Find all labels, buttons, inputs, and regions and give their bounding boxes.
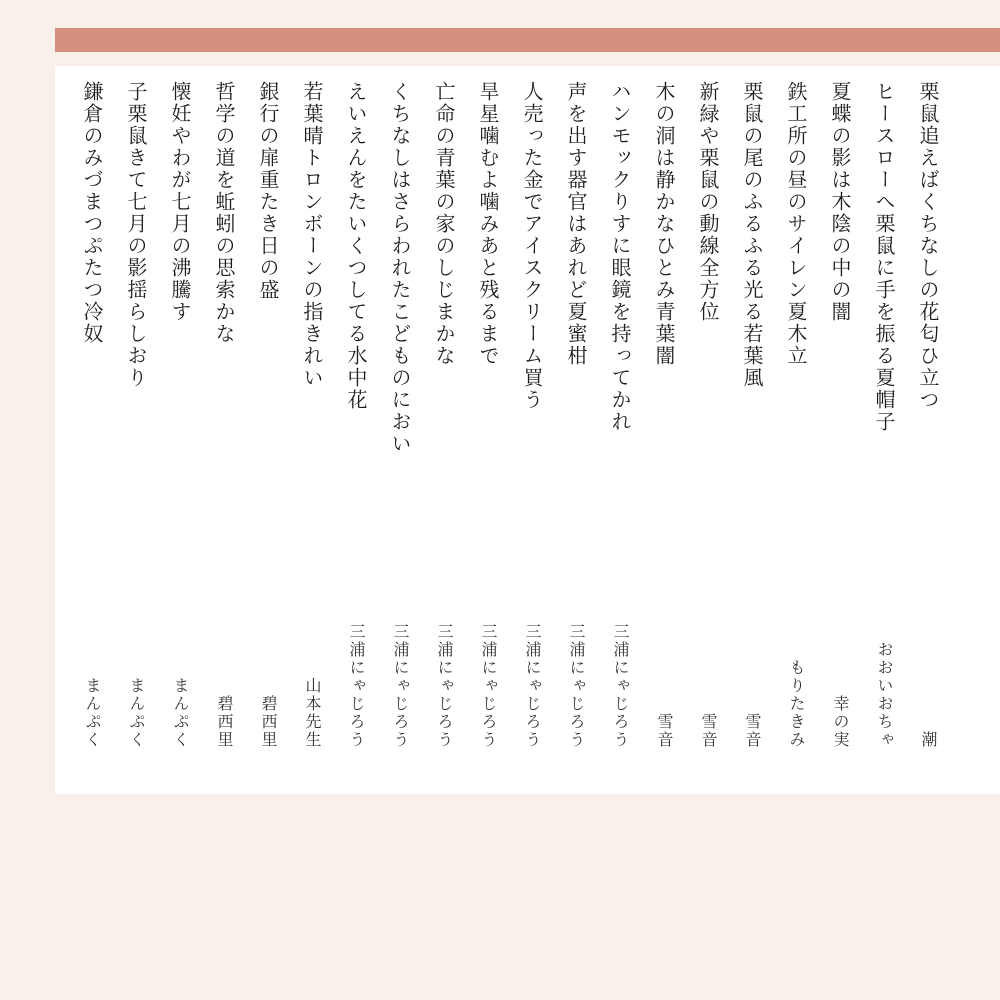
haiku-author: 碧西里 [215, 695, 234, 749]
haiku-columns [70, 66, 950, 794]
haiku-author: 潮 [919, 731, 938, 749]
haiku-verse: 夏蝶の影は木陰の中の闇 [828, 81, 852, 323]
haiku-entry [378, 66, 422, 794]
haiku-entry [466, 66, 510, 794]
haiku-entry [774, 66, 818, 794]
haiku-author: おおいおちゃ [875, 641, 894, 749]
haiku-author: 幸の実 [831, 695, 850, 749]
haiku-entry [906, 66, 950, 794]
haiku-entry [70, 66, 114, 794]
haiku-author: 碧西里 [259, 695, 278, 749]
haiku-verse: 亡命の青葉の家のしじまかな [432, 81, 456, 367]
haiku-entry [422, 66, 466, 794]
haiku-entry [554, 66, 598, 794]
haiku-author: 三浦にゃじろう [391, 623, 410, 749]
haiku-author: 三浦にゃじろう [611, 623, 630, 749]
haiku-verse: 若葉晴トロンボーンの指きれい [300, 81, 324, 389]
haiku-author: まんぷく [171, 677, 190, 749]
haiku-verse: 栗鼠追えばくちなしの花匂ひ立つ [916, 81, 940, 411]
haiku-author: まんぷく [127, 677, 146, 749]
haiku-verse: ハンモックりすに眼鏡を持ってかれ [608, 81, 632, 433]
haiku-author: 三浦にゃじろう [435, 623, 454, 749]
haiku-entry [202, 66, 246, 794]
haiku-verse: 銀行の扉重たき日の盛 [256, 81, 280, 301]
haiku-verse: 人売った金でアイスクリーム買う [520, 81, 544, 411]
haiku-verse: ヒースローへ栗鼠に手を振る夏帽子 [872, 81, 896, 433]
haiku-author: 三浦にゃじろう [567, 623, 586, 749]
haiku-entry [158, 66, 202, 794]
haiku-entry [730, 66, 774, 794]
haiku-entry [334, 66, 378, 794]
haiku-verse: 木の洞は静かなひとみ青葉闇 [652, 81, 676, 367]
haiku-author: もりたきみ [787, 659, 806, 749]
haiku-verse: 哲学の道を蚯蚓の思索かな [212, 81, 236, 345]
haiku-verse: 新緑や栗鼠の動線全方位 [696, 81, 720, 323]
haiku-entry [686, 66, 730, 794]
haiku-author: まんぷく [83, 677, 102, 749]
haiku-entry [642, 66, 686, 794]
haiku-entry [114, 66, 158, 794]
haiku-verse: えいえんをたいくつしてる水中花 [344, 81, 368, 411]
haiku-author: 山本先生 [303, 677, 322, 749]
haiku-author: 三浦にゃじろう [479, 623, 498, 749]
haiku-author: 三浦にゃじろう [347, 623, 366, 749]
haiku-entry [246, 66, 290, 794]
haiku-verse: 声を出す器官はあれど夏蜜柑 [564, 81, 588, 367]
haiku-author: 三浦にゃじろう [523, 623, 542, 749]
haiku-entry [290, 66, 334, 794]
haiku-author: 雪音 [655, 713, 674, 749]
header-bar [55, 28, 1000, 52]
haiku-verse: 鎌倉のみづまつぷたつ冷奴 [80, 81, 104, 345]
haiku-entry [862, 66, 906, 794]
haiku-verse: くちなしはさらわれたこどものにおい [388, 81, 412, 455]
haiku-author: 雪音 [743, 713, 762, 749]
haiku-verse: 旱星噛むよ噛みあと残るまで [476, 81, 500, 367]
haiku-entry [510, 66, 554, 794]
haiku-sheet [55, 66, 1000, 794]
haiku-entry [598, 66, 642, 794]
haiku-author: 雪音 [699, 713, 718, 749]
haiku-verse: 懐妊やわが七月の沸騰す [168, 81, 192, 323]
haiku-entry [818, 66, 862, 794]
haiku-verse: 鉄工所の昼のサイレン夏木立 [784, 81, 808, 367]
haiku-verse: 子栗鼠きて七月の影揺らしおり [124, 81, 148, 389]
haiku-verse: 栗鼠の尾のふるふる光る若葉風 [740, 81, 764, 389]
